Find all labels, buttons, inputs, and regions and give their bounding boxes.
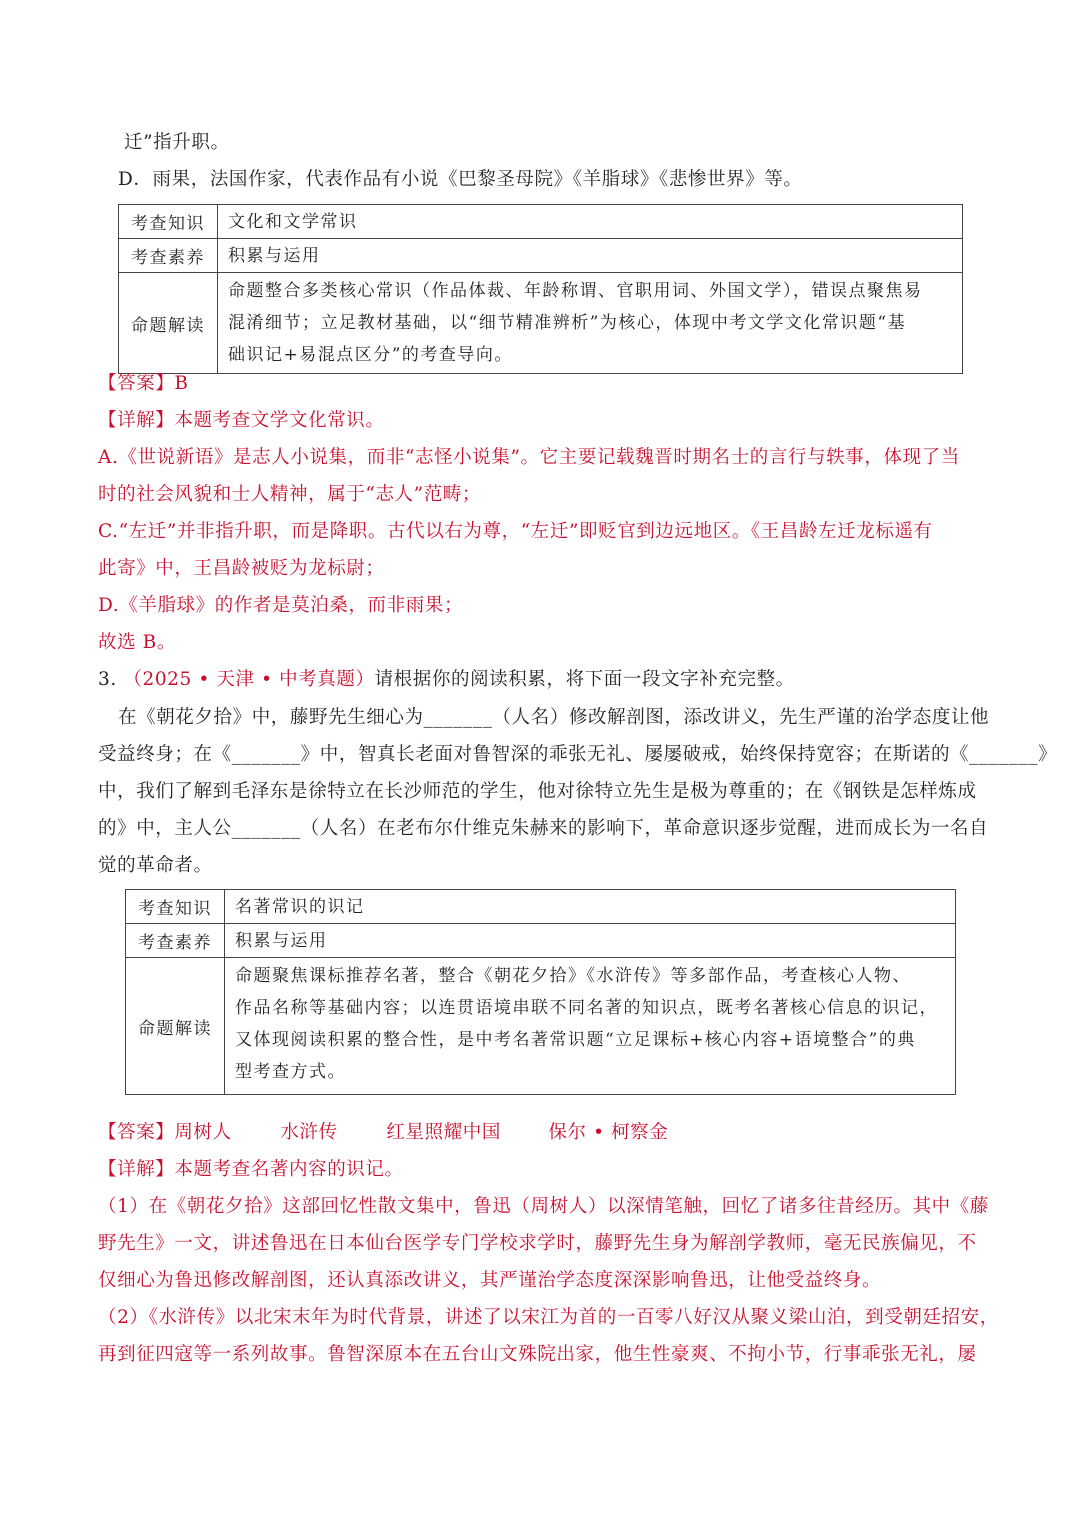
table2-row3-line: 又体现阅读积累的整合性，是中考名著常识题“立足课标+核心内容+语境整合”的典 [235,1030,916,1050]
answer-blank-1: 周树人 [174,1122,232,1143]
question-prompt: 请根据你的阅读积累，将下面一段文字补充完整。 [374,669,795,690]
question-source: （2025 • 天津 • 中考真题） [123,669,375,690]
answer-blank-2: 水浒传 [280,1122,338,1143]
detail-1-intro [98,408,385,434]
table2-row3-line: 命题聚焦课标推荐名著，整合《朝花夕拾》《水浒传》等多部作品，考查核心人物、 [235,966,911,986]
question-3-heading [98,667,795,693]
table2-row3-line: 型考查方式。 [235,1062,346,1082]
table2-row1-label: 考查知识 [126,890,225,924]
option-d-line: D．雨果，法国作家，代表作品有小说《巴黎圣母院》《羊脂球》《悲惨世界》等。 [118,169,803,190]
answer-1 [98,371,189,397]
question-3-paragraph-line: 在《朝花夕拾》中，藤野先生细心为_______（人名）修改解剖图，添改讲义，先生严谨的治学态度让他 [118,707,990,728]
detail-3-intro [98,1157,404,1183]
detail-1-c-line2: 此寄》中，王昌龄被贬为龙标尉； [98,558,385,579]
detail-1-conclusion: 故选 B。 [98,632,176,653]
analysis-table-2 [125,889,956,1095]
text-line: 迁”指升职。 [124,132,230,153]
detail-3-paragraph-line: （2）《水浒传》以北宋末年为时代背景，讲述了以宋江为首的一百零八好汉从聚义梁山泊，到受朝廷招安， [98,1307,999,1328]
table1-row3-line: 础识记+易混点区分”的考查导向。 [228,345,513,365]
table1-row3-line: 混淆细节；立足教材基础，以“细节精准辨析”为核心，体现中考文学文化常识题“基 [228,313,907,333]
table1-row3-label: 命题解读 [119,273,218,374]
detail-intro: 本题考查名著内容的识记。 [174,1159,404,1180]
detail-3-paragraph-line: 仅细心为鲁迅修改解剖图，还认真添改讲义，其严谨治学态度深深影响鲁迅，让他受益终身。 [98,1270,882,1291]
detail-3-paragraph-line: （1）在《朝花夕拾》这部回忆性散文集中，鲁迅（周树人）以深情笔触，回忆了诸多往昔经历。其中《藤 [98,1196,989,1217]
detail-intro: 本题考查文学文化常识。 [174,410,385,431]
table1-row2-value: 积累与运用 [218,239,963,273]
table2-row3-value [225,958,956,1095]
analysis-table-1 [118,204,963,374]
question-3-paragraph-line: 中，我们了解到毛泽东是徐特立在长沙师范的学生，他对徐特立先生是极为尊重的；在《钢铁是怎样炼成 [98,781,977,802]
table1-row2-label: 考查素养 [119,239,218,273]
answer-blank-3: 红星照耀中国 [386,1122,502,1143]
question-3-paragraph-line: 的》中，主人公_______（人名）在老布尔什维克朱赫来的影响下，革命意识逐步觉醒，进而成长为一名自 [98,818,989,839]
table2-row2-label: 考查素养 [126,924,225,958]
table2-row1-value: 名著常识的识记 [225,890,956,924]
question-3-paragraph-line: 觉的革命者。 [98,855,213,876]
detail-1-a-line2: 时的社会风貌和士人精神，属于“志人”范畴； [98,484,482,505]
question-number: 3. [98,669,117,690]
table1-row1-value: 文化和文学常识 [218,205,963,239]
table2-row3-line: 作品名称等基础内容；以连贯语境串联不同名著的知识点，既考名著核心信息的识记， [235,998,938,1018]
detail-1-a-line1: A.《世说新语》是志人小说集，而非“志怪小说集”。它主要记载魏晋时期名士的言行与轶事，体现了当 [98,447,960,468]
detail-1-d-line: D.《羊脂球》的作者是莫泊桑，而非雨果； [98,595,464,616]
answer-label: 【答案】 [98,1122,175,1143]
answer-label: 【答案】 [98,373,175,394]
detail-1-c-line1: C.“左迁”并非指升职，而是降职。古代以右为尊，“左迁”即贬官到边远地区。《王昌龄左迁龙标遥有 [98,521,933,542]
detail-3-paragraph-line: 野先生》一文，讲述鲁迅在日本仙台医学专门学校求学时，藤野先生身为解剖学教师，毫无民族偏见，不 [98,1233,977,1254]
table2-row2-value: 积累与运用 [225,924,956,958]
answer-3 [98,1120,668,1146]
question-3-paragraph-line: 受益终身；在《_______》中，智真长老面对鲁智深的乖张无礼、屡屡破戒，始终保持宽容；在斯诺的《_______》 [98,744,1058,765]
detail-3-paragraph-line: 再到征四寇等一系列故事。鲁智深原本在五台山文殊院出家，他生性豪爽、不拘小节，行事乖张无礼，屡 [98,1344,977,1365]
detail-label: 【详解】 [98,410,175,431]
table1-row3-value [218,273,963,374]
table2-row3-label: 命题解读 [126,958,225,1095]
table1-row1-label: 考查知识 [119,205,218,239]
answer-value: B [174,373,189,394]
answer-blank-4: 保尔 • 柯察金 [548,1122,669,1143]
detail-label: 【详解】 [98,1159,175,1180]
table1-row3-line: 命题整合多类核心常识（作品体裁、年龄称谓、官职用词、外国文学），错误点聚焦易 [228,281,923,301]
